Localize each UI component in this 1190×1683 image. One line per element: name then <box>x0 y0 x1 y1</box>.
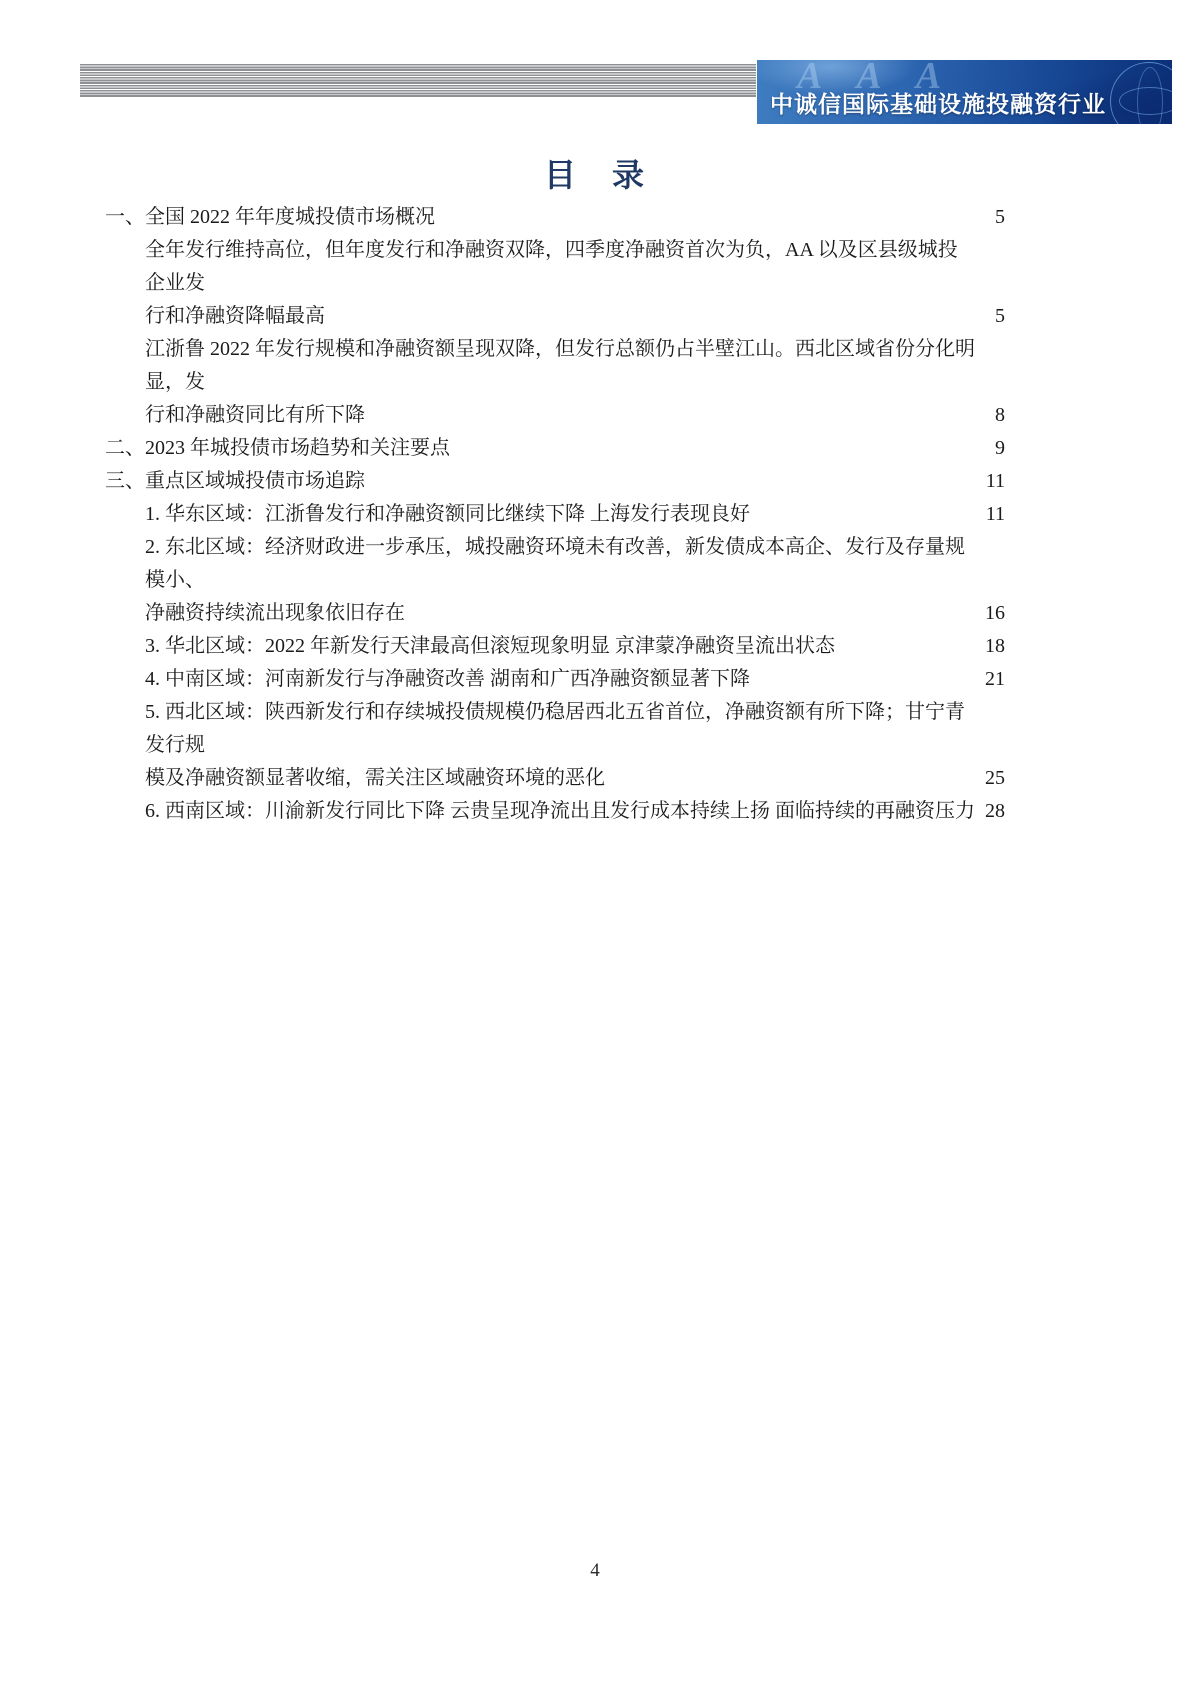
toc-entry-text: 一、全国 2022 年年度城投债市场概况 <box>105 206 435 228</box>
toc-entry <box>105 630 1005 663</box>
toc-entry <box>105 432 1005 465</box>
toc-entry-text: 5. 西北区域：陕西新发行和存续城投债规模仍稳居西北五省首位，净融资额有所下降；甘宁青发行规 <box>145 701 965 756</box>
toc-entry-page-number: 11 <box>985 503 1005 525</box>
page-number: 4 <box>590 1560 600 1581</box>
toc-entry <box>105 234 1005 300</box>
toc-entry <box>105 399 1005 432</box>
toc-entry-page-number: 5 <box>995 206 1005 228</box>
toc-entry-text: 6. 西南区域：川渝新发行同比下降 云贵呈现净流出且发行成本持续上扬 面临持续的再融资压力 <box>145 800 975 822</box>
page-title: 目 录 <box>543 157 646 193</box>
toc-entry-text: 行和净融资降幅最高 <box>145 305 325 327</box>
toc-entry-text: 4. 中南区域：河南新发行与净融资改善 湖南和广西净融资额显著下降 <box>145 668 750 690</box>
toc-entry <box>105 762 1005 795</box>
toc-entry-text: 模及净融资额显著收缩，需关注区域融资环境的恶化 <box>145 767 605 789</box>
decorative-stripes <box>80 64 756 98</box>
toc-entry-page-number: 5 <box>995 305 1005 327</box>
toc-entry <box>105 300 1005 333</box>
toc-entry <box>105 531 1005 597</box>
toc-entry-text: 行和净融资同比有所下降 <box>145 404 365 426</box>
toc-entry-text: 江浙鲁 2022 年发行规模和净融资额呈现双降，但发行总额仍占半壁江山。西北区域省份分化明显，发 <box>145 338 975 393</box>
brand-banner <box>757 60 1172 124</box>
toc-entry-page-number: 9 <box>995 437 1005 459</box>
toc-entry-page-number: 28 <box>985 800 1005 822</box>
toc-entry-text: 2. 东北区域：经济财政进一步承压，城投融资环境未有改善，新发债成本高企、发行及存量规模小、 <box>145 536 965 591</box>
toc-entry <box>105 498 1005 531</box>
banner-watermark-aaa: AAA <box>797 60 976 97</box>
toc-entry-text: 全年发行维持高位，但年度发行和净融资双降，四季度净融资首次为负，AA 以及区县级城投企业发 <box>145 239 958 294</box>
toc-entry-page-number: 21 <box>985 668 1005 690</box>
toc-entry-text: 三、重点区域城投债市场追踪 <box>105 470 365 492</box>
toc-entry <box>105 201 1005 234</box>
brand-banner-title: 中诚信国际基础设施投融资行业 <box>770 91 1106 117</box>
toc-entry-text: 1. 华东区域：江浙鲁发行和净融资额同比继续下降 上海发行表现良好 <box>145 503 750 525</box>
toc-entry <box>105 333 1005 399</box>
toc-entry-page-number: 18 <box>985 635 1005 657</box>
table-of-contents <box>105 201 1005 828</box>
toc-entry-text: 净融资持续流出现象依旧存在 <box>145 602 405 624</box>
toc-entry <box>105 696 1005 762</box>
toc-entry <box>105 795 1005 828</box>
toc-entry-page-number: 25 <box>985 767 1005 789</box>
toc-entry-page-number: 8 <box>995 404 1005 426</box>
toc-entry-page-number: 11 <box>985 470 1005 492</box>
toc-entry-text: 二、2023 年城投债市场趋势和关注要点 <box>105 437 450 459</box>
toc-entry-page-number: 16 <box>985 602 1005 624</box>
toc-entry <box>105 663 1005 696</box>
toc-entry <box>105 465 1005 498</box>
toc-entry-text: 3. 华北区域：2022 年新发行天津最高但滚短现象明显 京津蒙净融资呈流出状态 <box>145 635 835 657</box>
toc-entry <box>105 597 1005 630</box>
